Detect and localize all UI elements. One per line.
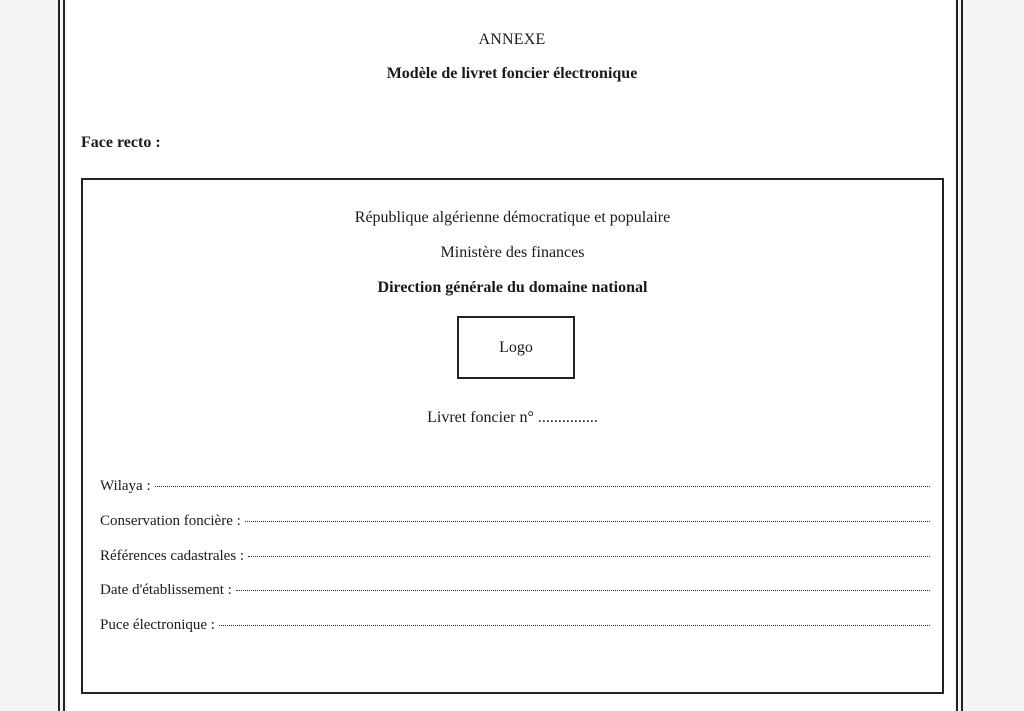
field-references-cadastrales [100,548,930,565]
field-label: Date d'établissement : [100,582,232,598]
left-border-outer [58,0,60,711]
directorate-header: Direction générale du domaine national [377,279,648,296]
field-puce-electronique [100,617,930,634]
dotted-leader [219,624,930,626]
right-border-inner [956,0,958,711]
livret-number-line [83,409,942,427]
annex-subtitle: Modèle de livret foncier électronique [386,65,638,82]
livret-number-placeholder: ............... [537,409,598,426]
field-conservation-fonciere [100,513,930,530]
field-wilaya [100,478,930,495]
field-label: Références cadastrales : [100,548,245,564]
dotted-leader [245,520,930,522]
livret-card-frame [81,178,944,694]
field-label: Conservation foncière : [100,513,241,529]
dotted-leader [248,555,930,557]
dotted-leader [236,589,930,591]
annex-title: ANNEXE [478,31,546,48]
field-label: Puce électronique : [100,617,215,633]
field-date-etablissement [100,582,930,599]
right-border-outer [961,0,963,711]
dotted-leader [155,485,930,487]
left-border-inner [63,0,65,711]
ministry-header: Ministère des finances [440,244,585,261]
face-recto-label: Face recto : [81,134,161,151]
republic-header: République algérienne démocratique et populaire [354,209,671,226]
logo-placeholder [457,316,575,379]
logo-label: Logo [499,338,533,356]
livret-label: Livret foncier n° [427,409,534,426]
field-label: Wilaya : [100,478,151,494]
